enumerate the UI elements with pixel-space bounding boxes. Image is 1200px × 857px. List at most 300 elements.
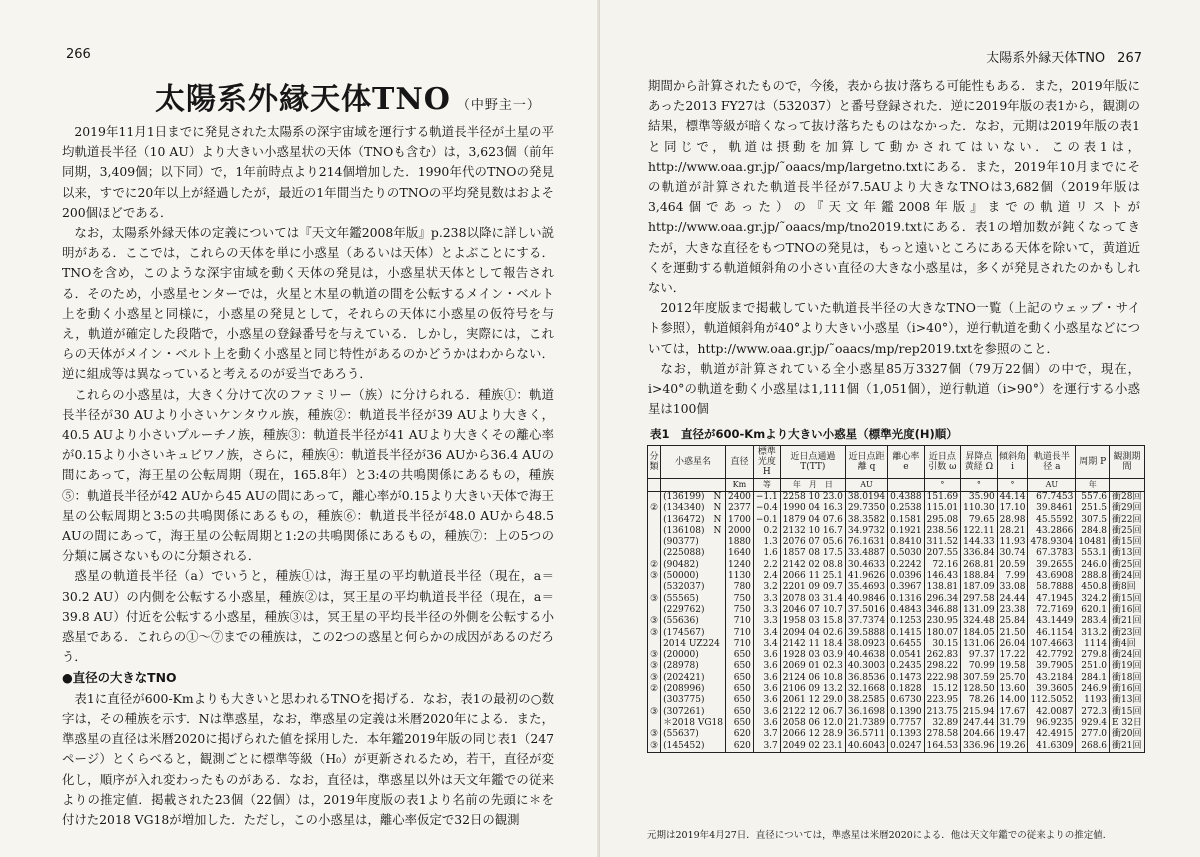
table-cell: 78.26 <box>961 695 998 706</box>
table-cell <box>648 639 661 650</box>
table-cell: 76.1631 <box>845 537 887 548</box>
table-cell: 2377 <box>726 503 754 514</box>
table-cell: 29.7350 <box>845 503 887 514</box>
table-cell: 70.99 <box>961 661 998 672</box>
table-cell: 151.69 <box>924 492 961 504</box>
table-cell: 衝24回 <box>1110 650 1145 661</box>
table-cell: 268.6 <box>1076 741 1110 753</box>
table-cell: 0.1828 <box>888 684 925 695</box>
table-row <box>648 560 1145 571</box>
table-cell: 215.94 <box>961 707 998 718</box>
table-cell: 0.4843 <box>888 605 925 616</box>
table-row <box>648 571 1145 582</box>
table-cell: 21.50 <box>997 628 1028 639</box>
table-cell: 14.00 <box>997 695 1028 706</box>
table-cell: ③ <box>648 650 661 661</box>
table-cell: 164.53 <box>924 741 961 753</box>
table-cell: 146.43 <box>924 571 961 582</box>
table-cell: 0.1253 <box>888 616 925 627</box>
table-cell: 3.6 <box>753 650 780 661</box>
header-classification: 分類 <box>648 446 661 479</box>
table-row <box>648 684 1145 695</box>
table-cell: 1700 <box>726 515 754 526</box>
table-cell: 1958 03 15.8 <box>780 616 845 627</box>
table-cell: 3.7 <box>753 729 780 740</box>
table-cell: 131.06 <box>961 639 998 650</box>
table-cell: 28.98 <box>997 515 1028 526</box>
table-cell: 2106 09 13.2 <box>780 684 845 695</box>
table-cell: 33.4887 <box>845 548 887 559</box>
table-cell: 衝13回 <box>1110 548 1145 559</box>
table-cell <box>648 526 661 537</box>
table-cell <box>648 537 661 548</box>
table-cell: (303775) <box>661 695 726 706</box>
table-cell: 3.3 <box>753 616 780 627</box>
table-cell: ② <box>648 684 661 695</box>
header-inclination: 傾斜角 i <box>997 446 1028 479</box>
table-cell: 2000 <box>726 526 754 537</box>
section-heading: ●直径の大きなTNO <box>62 670 177 686</box>
table-cell: 96.9235 <box>1028 718 1076 729</box>
table-cell: 23.38 <box>997 605 1028 616</box>
table-cell: 33.08 <box>997 582 1028 593</box>
table-cell: 138.81 <box>924 582 961 593</box>
author: （中野主一） <box>456 98 541 113</box>
header-semimajor-axis: 軌道長半径 a <box>1028 446 1076 479</box>
table-cell: 衝16回 <box>1110 684 1145 695</box>
table-cell: 41.6309 <box>1028 741 1076 753</box>
table-cell: 30.15 <box>924 639 961 650</box>
table-cell: 17.10 <box>997 503 1028 514</box>
unit-cell <box>1110 479 1145 492</box>
table-cell: (55637) <box>661 729 726 740</box>
table-cell: 衝23回 <box>1110 628 1145 639</box>
table-cell: 336.96 <box>961 741 998 753</box>
table-cell: 衝29回 <box>1110 503 1145 514</box>
table-cell: 39.2655 <box>1028 560 1076 571</box>
table-row <box>648 650 1145 661</box>
table-cell: 47.1945 <box>1028 594 1076 605</box>
table-cell: 268.81 <box>961 560 998 571</box>
table-cell: 2069 01 02.3 <box>780 661 845 672</box>
table-cell: 247.44 <box>961 718 998 729</box>
table-row <box>648 628 1145 639</box>
table-cell: 650 <box>726 661 754 672</box>
table-cell: 0.6730 <box>888 695 925 706</box>
table-cell: 24.44 <box>997 594 1028 605</box>
table-cell: 28.21 <box>997 526 1028 537</box>
table-row <box>648 526 1145 537</box>
table-cell: 0.2242 <box>888 560 925 571</box>
table-cell: 1928 03 03.9 <box>780 650 845 661</box>
unit-cell: ° <box>961 479 998 492</box>
header-perihelion-distance: 近日点距離 q <box>845 446 887 479</box>
table-cell: 衝15回 <box>1110 707 1145 718</box>
table-cell: 246.9 <box>1076 684 1110 695</box>
table-cell: 97.37 <box>961 650 998 661</box>
table-cell: 620 <box>726 741 754 753</box>
table-cell: 246.0 <box>1076 560 1110 571</box>
paragraph: 2019年11月1日までに発見された太陽系の深宇宙域を運行する軌道長半径が土星の平均軌道長半径（10 AU）より大きい小惑星状の天体（TNOも含む）は，3,623個（前年同期，3,409個；以下同）で，1年前時点より214個増加した．1990年代のTNOの発見以来，すでに20年以上が経過したが，最近の1年間当たりのTNOの平均発見数はおよそ200個ほどである． <box>62 124 554 220</box>
table-cell: 3.3 <box>753 594 780 605</box>
table-cell: 17.67 <box>997 707 1028 718</box>
header-magnitude: 標準光度H <box>753 446 780 479</box>
table-cell: 283.4 <box>1076 616 1110 627</box>
table-cell: 324.2 <box>1076 594 1110 605</box>
unit-cell: AU <box>845 479 887 492</box>
table-cell: 3.3 <box>753 605 780 616</box>
table-cell: 11.93 <box>997 537 1028 548</box>
table-cell: 58.7888 <box>1028 582 1076 593</box>
table-cell: 112.5052 <box>1028 695 1076 706</box>
paragraph: これらの小惑星は，大きく分けて次のファミリー（族）に分けられる．種族①：軌道長半径が30 AUより小さいケンタウル族，種族②：軌道長半径が39 AUより大きく，40.5 AUより小さいプルーチノ族，種族③：軌道長半径が41 AUより大きくその離心率が0.15より小さいキュビワノ族，さらに，種族④：軌道長半径が36 AUから36.4 AUの間にあって，海王星の公転周期（現在，165.8年）と3:4の共鳴関係にあるもの，種族⑤：軌道長半径が42 AUから45 AUの間にあって，離心率が0.15より大きい天体で海王星の公転周期と3:5の共鳴関係にあるもの，種族⑥：軌道長半径が48.0 AUから48.5 AUの間にあって，海王星の公転周期と1:2の共鳴関係にあるもの，種族⑦：上の5つの分類に属さないものに分類される． <box>62 386 554 564</box>
paragraph: 2012年度版まで掲載していた軌道長半径の大きなTNO一覧（上記のウェッブ・サイト参照），軌道傾斜角が40°より大きい小惑星（i>40°），逆行軌道を動く小惑星などについては，http://www.oaa.gr.jp/˜oaacs/mp/rep2019.txtを参照のこと． <box>648 300 1140 356</box>
table-cell: 324.48 <box>961 616 998 627</box>
table-cell: 32.1668 <box>845 684 887 695</box>
table-cell: 553.1 <box>1076 548 1110 559</box>
table-cell: 0.0396 <box>888 571 925 582</box>
table-cell: 2061 12 29.0 <box>780 695 845 706</box>
table-cell: 1130 <box>726 571 754 582</box>
table-cell: ③ <box>648 616 661 627</box>
table-cell: 2078 03 31.4 <box>780 594 845 605</box>
table-cell: 2201 09 09.7 <box>780 582 845 593</box>
table-cell <box>648 515 661 526</box>
table-cell <box>648 582 661 593</box>
table-cell: 42.7792 <box>1028 650 1076 661</box>
table-cell: 19.26 <box>997 741 1028 753</box>
table-cell: 43.2184 <box>1028 673 1076 684</box>
table-cell: 3.2 <box>753 582 780 593</box>
table-cell: 17.22 <box>997 650 1028 661</box>
table-cell: 0.1415 <box>888 628 925 639</box>
table-cell: 223.95 <box>924 695 961 706</box>
table-cell: 34.9732 <box>845 526 887 537</box>
table-row <box>648 718 1145 729</box>
table-cell: (174567) <box>661 628 726 639</box>
table-cell: 1879 04 07.6 <box>780 515 845 526</box>
table-row <box>648 729 1145 740</box>
table-row <box>648 594 1145 605</box>
table-cell: 288.8 <box>1076 571 1110 582</box>
table-row <box>648 548 1145 559</box>
table-cell: 3.4 <box>753 639 780 650</box>
table-cell: 0.2435 <box>888 661 925 672</box>
table-cell: 1990 04 16.3 <box>780 503 845 514</box>
table-cell: 650 <box>726 718 754 729</box>
table-row <box>648 695 1145 706</box>
page-number-right: 267 <box>1117 51 1142 66</box>
table-cell: (90482) <box>661 560 726 571</box>
title-text: 太陽系外縁天体TNO <box>155 82 451 117</box>
table-cell: (136199) N <box>661 492 726 504</box>
table-row <box>648 707 1145 718</box>
table-cell: (532037) <box>661 582 726 593</box>
table-cell: 40.6043 <box>845 741 887 753</box>
table-cell: (50000) <box>661 571 726 582</box>
table-cell: 3.6 <box>753 707 780 718</box>
table-cell: 222.98 <box>924 673 961 684</box>
table-cell: 929.4 <box>1076 718 1110 729</box>
table-cell: ③ <box>648 571 661 582</box>
table-cell: 30.4633 <box>845 560 887 571</box>
table-cell: 0.1393 <box>888 729 925 740</box>
paragraph: 期間から計算されたもので，今後，表から抜け落ちる可能性もある．また，2019年版にあった2013 FY27は（532037）と番号登録された．逆に2019年版の表1から，観測の結果，標準等級が暗くなって抜け落ちたものはなかった．なお，元期は2019年版の表1と同じで，軌道は摂動を加算して動かされてはいない．この表1は，http://www.oaa.gr.jp/˜oaacs/mp/largetno.txtにある．また，2019年10月までにその軌道が計算された軌道長半径が7.5AUより大きなTNOは3,682個（2019年版は3,464個であった）の『天文年鑑2008年版』までの軌道リストがhttp://www.oaa.gr.jp/˜oaacs/mp/tno2019.txtにある．表1の増加数が鈍くなってきたが，大きな直径をもつTNOの発見は，もっと遠いところにある天体を除いて，黄道近くを運動する軌道傾斜角の小さい直径の大きな小惑星は，多くが発見されたのかもしれない． <box>648 78 1140 296</box>
table-cell: 2066 11 25.1 <box>780 571 845 582</box>
table-cell: 40.9846 <box>845 594 887 605</box>
table-cell: 41.9626 <box>845 571 887 582</box>
table-cell: 衝25回 <box>1110 560 1145 571</box>
table-cell: 144.33 <box>961 537 998 548</box>
table-cell: ③ <box>648 673 661 684</box>
table-cell: 39.3605 <box>1028 684 1076 695</box>
table-cell: 650 <box>726 707 754 718</box>
table-cell: 43.6908 <box>1028 571 1076 582</box>
table-cell: 衝13回 <box>1110 695 1145 706</box>
table-cell: 0.5030 <box>888 548 925 559</box>
table-footnote: 元期は2019年4月27日．直径については，準惑星は米暦2020による．他は天文年鑑での従来よりの推定値． <box>647 830 1113 841</box>
table-cell: 21.7389 <box>845 718 887 729</box>
table-cell: 45.5592 <box>1028 515 1076 526</box>
table-cell <box>648 548 661 559</box>
table-cell: 67.3783 <box>1028 548 1076 559</box>
table-cell: 37.7374 <box>845 616 887 627</box>
table-cell: 44.14 <box>997 492 1028 504</box>
table-cell: 0.3967 <box>888 582 925 593</box>
table-cell: 450.8 <box>1076 582 1110 593</box>
table-cell: 2.4 <box>753 571 780 582</box>
table-cell: 0.0541 <box>888 650 925 661</box>
table-cell: (136472) N <box>661 515 726 526</box>
table-cell: (307261) <box>661 707 726 718</box>
table-row <box>648 661 1145 672</box>
table-cell: 1.3 <box>753 537 780 548</box>
table-cell: 478.9304 <box>1028 537 1076 548</box>
table-cell <box>648 718 661 729</box>
table-cell: 297.58 <box>961 594 998 605</box>
table-cell: 107.4663 <box>1028 639 1076 650</box>
table-cell: 39.5888 <box>845 628 887 639</box>
table-cell: (55636) <box>661 616 726 627</box>
table-cell: 38.0194 <box>845 492 887 504</box>
table-row <box>648 673 1145 684</box>
table-cell: 2132 10 16.7 <box>780 526 845 537</box>
paragraph: 表1に直径が600-Kmよりも大きいと思われるTNOを掲げる．なお，表1の最初の○数字は，その種族を示す．Nは準惑星，なお，準惑星の定義は米暦2020年による．また，準惑星の直径は米暦2020に掲げられた値を採用した．本年鑑2019年版の同じ表1（247ページ）とくらべると，観測ごとに標準等級（H₀）が更新されるため，若干，直径が変化し，順序が入れ変わったものがある．なお，直径は，準惑星以外は天文年鑑での従来よりの推定値．掲載された23個（22個）は，2019年度版の表1より名前の先頭に＊を付けた2018 VG18が増加した．ただし，この小惑星は，離心率仮定で32日の観測 <box>62 690 554 827</box>
table-cell: 40.3003 <box>845 661 887 672</box>
table-cell: 0.2 <box>753 526 780 537</box>
table-cell: 2142 02 08.8 <box>780 560 845 571</box>
table-cell: 710 <box>726 639 754 650</box>
unit-cell <box>661 479 726 492</box>
table-cell: 296.34 <box>924 594 961 605</box>
table-cell: 750 <box>726 605 754 616</box>
table-cell: 72.16 <box>924 560 961 571</box>
table-cell: 650 <box>726 684 754 695</box>
table-cell: 42.4915 <box>1028 729 1076 740</box>
table-cell: 3.6 <box>753 684 780 695</box>
table-cell: 39.7905 <box>1028 661 1076 672</box>
table-cell: 298.22 <box>924 661 961 672</box>
table-cell: 204.66 <box>961 729 998 740</box>
table-cell: 43.1449 <box>1028 616 1076 627</box>
table-cell: ③ <box>648 661 661 672</box>
table-cell: 780 <box>726 582 754 593</box>
running-head <box>986 47 1142 66</box>
table-cell: 251.5 <box>1076 503 1110 514</box>
table-cell: 79.65 <box>961 515 998 526</box>
table-caption: 表1 直径が600-Kmより大きい小惑星（標準光度(H)順） <box>650 427 958 441</box>
table-cell: 0.1581 <box>888 515 925 526</box>
table-cell: ② <box>648 560 661 571</box>
table-cell: 313.2 <box>1076 628 1110 639</box>
table-cell: 衝20回 <box>1110 729 1145 740</box>
table-cell: 38.3582 <box>845 515 887 526</box>
table-cell: (90377) <box>661 537 726 548</box>
table-cell: 650 <box>726 650 754 661</box>
unit-cell: 年 月 日 <box>780 479 845 492</box>
table-cell: 1880 <box>726 537 754 548</box>
table-row <box>648 639 1145 650</box>
table-cell: 115.01 <box>924 503 961 514</box>
table-cell: 衝25回 <box>1110 526 1145 537</box>
table-cell: 3.6 <box>753 718 780 729</box>
table-cell: 26.04 <box>997 639 1028 650</box>
table-cell: 2122 12 06.7 <box>780 707 845 718</box>
table-cell <box>648 605 661 616</box>
table-row <box>648 537 1145 548</box>
table-cell: E 32日 <box>1110 718 1145 729</box>
table-cell: 2258 10 23.0 <box>780 492 845 504</box>
table-cell: 620.1 <box>1076 605 1110 616</box>
unit-cell: 等 <box>753 479 780 492</box>
table-cell: 750 <box>726 594 754 605</box>
header-perihelion-time: 近日点通過 T(TT) <box>780 446 845 479</box>
table-cell: 30.74 <box>997 548 1028 559</box>
paragraph: なお，軌道が計算されている全小惑星85万3327個（79万22個）の中で，現在，i>40°の軌道を動く小惑星は1,111個（1,051個），逆行軌道（i>90°）を運行する小惑星は100個 <box>648 360 1140 417</box>
table-cell: (20000) <box>661 650 726 661</box>
table-cell: (229762) <box>661 605 726 616</box>
table-cell: 110.30 <box>961 503 998 514</box>
table-cell: 2.2 <box>753 560 780 571</box>
table-cell: 39.8461 <box>1028 503 1076 514</box>
page-number-left: 266 <box>66 47 91 62</box>
article-title <box>155 74 541 118</box>
table-cell: 2066 12 28.9 <box>780 729 845 740</box>
table-cell: 0.1921 <box>888 526 925 537</box>
table-cell: 284.1 <box>1076 673 1110 684</box>
table-cell: (28978) <box>661 661 726 672</box>
unit-cell: Km <box>726 479 754 492</box>
table-cell: 1114 <box>1076 639 1110 650</box>
table-row <box>648 582 1145 593</box>
table-cell: 238.56 <box>924 526 961 537</box>
unit-cell: ° <box>924 479 961 492</box>
table-cell: 188.84 <box>961 571 998 582</box>
header-name: 小惑星名 <box>661 446 726 479</box>
tno-table <box>647 445 1145 753</box>
table-row <box>648 741 1145 753</box>
table-wrapper <box>647 445 1145 753</box>
table-cell: 0.1390 <box>888 707 925 718</box>
table-cell: 3.6 <box>753 695 780 706</box>
table-cell: 122.11 <box>961 526 998 537</box>
table-cell: 0.1473 <box>888 673 925 684</box>
table-cell: ③ <box>648 707 661 718</box>
table-cell: (55565) <box>661 594 726 605</box>
table-cell <box>648 492 661 504</box>
table-cell: 295.08 <box>924 515 961 526</box>
table-row <box>648 605 1145 616</box>
table-cell: 346.88 <box>924 605 961 616</box>
table-cell: 衝15回 <box>1110 594 1145 605</box>
table-cell: 衝19回 <box>1110 661 1145 672</box>
table-cell: (134340) N <box>661 503 726 514</box>
left-page <box>0 0 598 857</box>
header-arg-perihelion: 近日点引数 ω <box>924 446 961 479</box>
paragraph: 惑星の軌道長半径（a）でいうと，種族①は，海王星の平均軌道長半径（現在，a＝30.2 AU）の内側を公転する小惑星，種族②は，冥王星の平均軌道長半径（現在，a＝39.8 AU）付近を公転する小惑星，種族③は，冥王星の平均長半径の外側を公転する小惑星である．これらの①～⑦までの種族は，この2つの惑星と何らかの成因があるのだろう． <box>62 568 554 665</box>
table-cell: 19.47 <box>997 729 1028 740</box>
table-cell: 557.6 <box>1076 492 1110 504</box>
table-cell: 46.1154 <box>1028 628 1076 639</box>
unit-cell <box>648 479 661 492</box>
right-text-column <box>648 76 1140 419</box>
table-cell: 43.2866 <box>1028 526 1076 537</box>
table-cell: ② <box>648 503 661 514</box>
table-cell: 0.4388 <box>888 492 925 504</box>
table-row <box>648 503 1145 514</box>
table-cell: 42.0087 <box>1028 707 1076 718</box>
table-cell: 1640 <box>726 548 754 559</box>
table-cell: 2014 UZ224 <box>661 639 726 650</box>
table-cell: 0.6455 <box>888 639 925 650</box>
table-cell: 3.6 <box>753 661 780 672</box>
table-cell: 262.83 <box>924 650 961 661</box>
table-cell: 2094 04 02.6 <box>780 628 845 639</box>
table-row <box>648 515 1145 526</box>
table-cell: 1193 <box>1076 695 1110 706</box>
table-cell: ③ <box>648 628 661 639</box>
table-cell: 230.95 <box>924 616 961 627</box>
table-cell: 187.09 <box>961 582 998 593</box>
table-cell: 36.8536 <box>845 673 887 684</box>
table-cell: 278.58 <box>924 729 961 740</box>
table-cell: (136108) N <box>661 526 726 537</box>
table-cell: 衝24回 <box>1110 571 1145 582</box>
table-cell: 25.84 <box>997 616 1028 627</box>
table-cell: 128.50 <box>961 684 998 695</box>
table-cell: 衝15回 <box>1110 537 1145 548</box>
unit-cell: 年 <box>1076 479 1110 492</box>
table-cell: 32.89 <box>924 718 961 729</box>
paragraph: なお，太陽系外縁天体の定義については『天文年鑑2008年版』p.238以降に詳しい説明がある．ここでは，これらの天体を単に小惑星（あるいは天体）とよぶことにする．TNOを含め，このような深宇宙域を動く天体の発見は，小惑星状天体として報告される．そのため，小惑星センターでは，火星と木星の軌道の間を公転するメイン・ベルト上を動く小惑星と同様に，小惑星の発見として，それらの天体に小惑星の仮符号を与え，軌道が確定した段階で，小惑星の登録番号を与えている．しかし，実際には，これらの天体がメイン・ベルト上を動く小惑星と同じ特性があるのかどうかはわからない．逆に組成等は異なっていると考えるのが妥当であろう． <box>62 225 554 382</box>
table-cell: 1857 08 17.5 <box>780 548 845 559</box>
table-cell: −0.1 <box>753 515 780 526</box>
table-cell: 2400 <box>726 492 754 504</box>
unit-cell <box>888 479 925 492</box>
table-cell: 20.59 <box>997 560 1028 571</box>
table-cell: 3.6 <box>753 673 780 684</box>
table-cell: 38.0923 <box>845 639 887 650</box>
table-cell: 72.7169 <box>1028 605 1076 616</box>
table-cell: 0.1316 <box>888 594 925 605</box>
header-node: 昇降点黄経 Ω <box>961 446 998 479</box>
table-cell: ③ <box>648 594 661 605</box>
table-cell: 35.4693 <box>845 582 887 593</box>
table-cell: 336.84 <box>961 548 998 559</box>
table-cell: 15.12 <box>924 684 961 695</box>
table-cell: 650 <box>726 695 754 706</box>
table-cell: 2046 07 10.7 <box>780 605 845 616</box>
